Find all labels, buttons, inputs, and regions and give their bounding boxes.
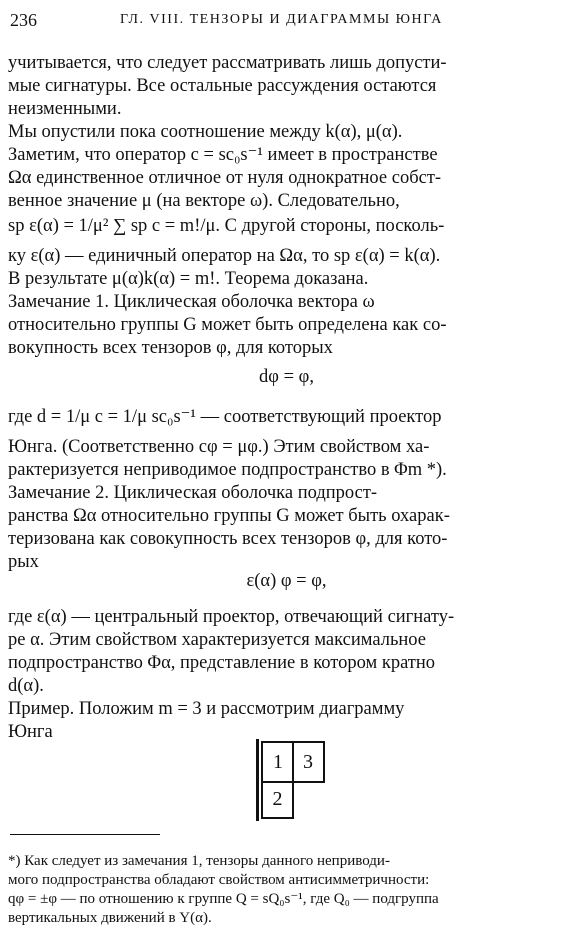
body-line: теризована как совокупность всех тензоров φ, для кото-	[8, 529, 448, 549]
body-line: относительно группы G может быть определена как со-	[8, 315, 447, 335]
body-line: Юнга. (Соответственно cφ = μφ.) Этим свойством ха-	[8, 437, 430, 457]
body-line: d(α).	[8, 676, 44, 696]
body-line: мые сигнатуры. Все остальные рассуждения остаются	[8, 76, 437, 96]
body-line: Пример. Положим m = 3 и рассмотрим диаграмму	[8, 699, 405, 719]
young-diagram	[256, 739, 322, 821]
body-line: подпространство Φα, представление в котором кратно	[8, 653, 436, 673]
body-line: Замечание 2. Циклическая оболочка подпрост-	[8, 483, 378, 503]
display-equation: dφ = φ,	[259, 367, 314, 387]
body-line: Заметим, что оператор c = sc₀s⁻¹ имеет в пространстве	[8, 145, 438, 165]
young-diagram-row-1	[261, 741, 325, 783]
body-line: ранства Ωα относительно группы G может быть охарак-	[8, 506, 450, 526]
body-line: Ωα единственное отличное от нуля однократное собст-	[8, 168, 442, 188]
body-line: ре α. Этим свойством характеризуется максимальное	[8, 630, 426, 650]
body-line: Юнга	[8, 722, 53, 742]
body-line: ку ε(α) — единичный оператор на Ωα, то sp ε(α) = k(α).	[8, 246, 441, 266]
page-header	[10, 8, 570, 34]
young-cell: 2	[261, 781, 294, 819]
display-equation: ε(α) φ = φ,	[246, 571, 327, 591]
body-line: вокупность всех тензоров φ, для которых	[8, 338, 333, 358]
body-line: sp ε(α) = 1/μ² ∑ sp c = m!/μ. С другой стороны, посколь-	[8, 216, 445, 236]
body-line: где ε(α) — центральный проектор, отвечающий сигнату-	[8, 607, 455, 627]
body-line: В результате μ(α)k(α) = m!. Теорема доказана.	[8, 269, 369, 289]
footnote-line: вертикальных движений в Y(α).	[8, 910, 212, 926]
body-line: рактеризуется неприводимое подпространство в Φm *).	[8, 460, 447, 480]
young-cell: 3	[303, 751, 313, 773]
body-line: учитывается, что следует рассматривать лишь допусти-	[8, 53, 447, 73]
body-line: где d = 1/μ c = 1/μ sc₀s⁻¹ — соответствующий проектор	[8, 407, 442, 427]
footnote-line: *) Как следует из замечания 1, тензоры данного неприводи-	[8, 853, 390, 869]
footnote-line: qφ = ±φ — по отношению к группе Q = sQ₀s⁻¹, где Q₀ — подгруппа	[8, 891, 439, 907]
body-line: неизменными.	[8, 99, 122, 119]
footnote-line: мого подпространства обладают свойством антисимметричности:	[8, 872, 430, 888]
body-line: венное значение μ (на векторе ω). Следовательно,	[8, 191, 400, 211]
page-number: 236	[10, 10, 37, 30]
body-line: Мы опустили пока соотношение между k(α), μ(α).	[8, 122, 403, 142]
body-line: Замечание 1. Циклическая оболочка вектора ω	[8, 292, 375, 312]
young-cell: 1	[273, 751, 283, 773]
footnote-rule	[10, 834, 160, 835]
running-head: ГЛ. VIII. ТЕНЗОРЫ И ДИАГРАММЫ ЮНГА	[120, 12, 443, 27]
body-line: рых	[8, 552, 39, 572]
young-diagram-bar	[256, 739, 259, 821]
